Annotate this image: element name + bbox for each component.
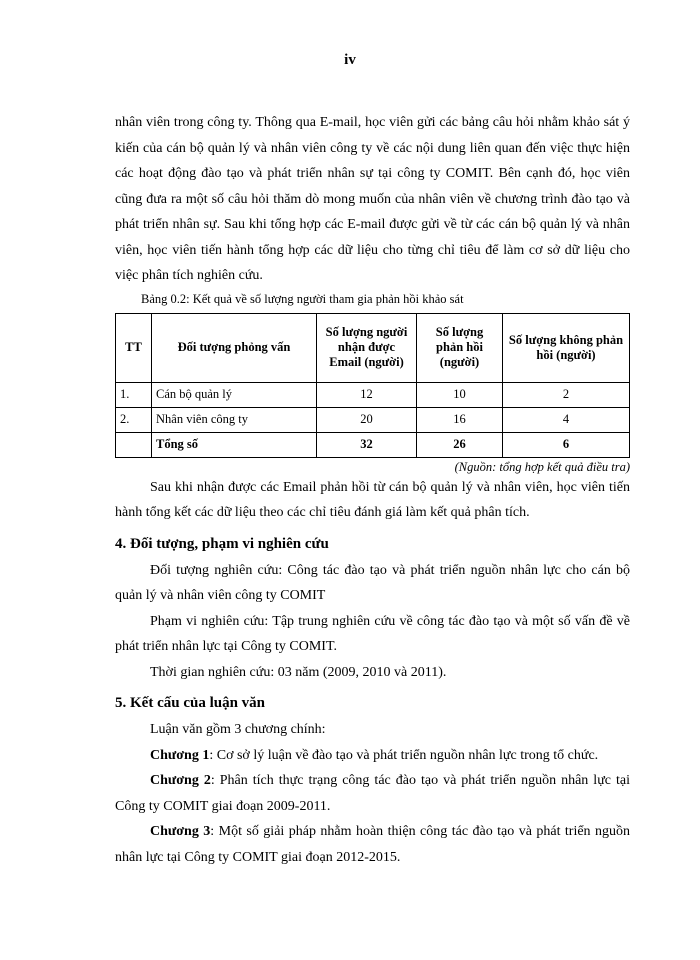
chapter-item — [115, 768, 630, 819]
cell-tt: 2. — [116, 407, 152, 432]
cell-tt — [116, 432, 152, 457]
chapter-item — [115, 819, 630, 870]
chapter-text: : Phân tích thực trạng công tác đào tạo và phát triển nguồn nhân lực tại Công ty COMIT giai đoạn 2009-2011. — [115, 773, 630, 814]
cell-received: 12 — [317, 382, 417, 407]
cell-received: 20 — [317, 407, 417, 432]
table-caption: Bảng 0.2: Kết quả về số lượng người tham gia phản hồi khảo sát — [141, 291, 464, 306]
cell-total-responded: 26 — [417, 432, 503, 457]
header-not-responded: Số lượng không phản hồi (người) — [503, 313, 630, 382]
section-4-paragraph: Phạm vi nghiên cứu: Tập trung nghiên cứu về công tác đào tạo và một số vấn đề về phát triển nhân lực tại Công ty COMIT. — [115, 613, 630, 654]
table-total-row — [116, 432, 630, 457]
header-tt: TT — [116, 313, 152, 382]
page-number: iv — [344, 52, 356, 68]
cell-total-not-responded: 6 — [503, 432, 630, 457]
section-5-title: 5. Kết cấu của luận văn — [115, 695, 266, 711]
header-received: Số lượng người nhận được Email (người) — [317, 313, 417, 382]
section-4-paragraph: Thời gian nghiên cứu: 03 năm (2009, 2010 và 2011). — [150, 664, 447, 680]
section-4-title: 4. Đối tượng, phạm vi nghiên cứu — [115, 535, 329, 552]
section-4-paragraph: Đối tượng nghiên cứu: Công tác đào tạo và phát triển nguồn nhân lực cho cán bộ quản lý và nhân viên công ty COMIT — [115, 562, 630, 603]
section-5-intro: Luận văn gồm 3 chương chính: — [150, 722, 326, 737]
cell-subject: Cán bộ quản lý — [152, 382, 317, 407]
chapter-text: : Một số giải pháp nhằm hoàn thiện công tác đào tạo và phát triển nguồn nhân lực tại Công ty COMIT giai đoạn 2012-2015. — [115, 824, 631, 865]
document-body — [115, 110, 630, 870]
table-source: (Nguồn: tổng hợp kết quả điều tra) — [454, 459, 630, 474]
cell-not-responded: 2 — [503, 382, 630, 407]
cell-not-responded: 4 — [503, 407, 630, 432]
chapter-text: : Cơ sở lý luận về đào tạo và phát triển nguồn nhân lực trong tổ chức. — [209, 747, 599, 763]
table-header-row — [116, 313, 630, 382]
cell-responded: 16 — [417, 407, 503, 432]
cell-total-received: 32 — [317, 432, 417, 457]
survey-results-table — [115, 313, 630, 458]
chapter-label: Chương 2 — [150, 773, 211, 788]
cell-total-label: Tổng số — [152, 432, 317, 457]
cell-subject: Nhân viên công ty — [152, 407, 317, 432]
header-responded: Số lượng phản hồi (người) — [417, 313, 503, 382]
table-row — [116, 407, 630, 432]
header-subject: Đối tượng phỏng vấn — [152, 313, 317, 382]
chapter-label: Chương 1 — [150, 747, 210, 763]
after-table-paragraph: Sau khi nhận được các Email phản hồi từ cán bộ quản lý và nhân viên, học viên tiến hành tổng kết các dữ liệu theo các chỉ tiêu đánh giá làm kết quả phân tích. — [115, 479, 630, 520]
chapter-item — [115, 743, 630, 769]
chapter-label: Chương 3 — [150, 824, 211, 839]
table-row — [116, 382, 630, 407]
intro-paragraph: nhân viên trong công ty. Thông qua E-mail, học viên gửi các bảng câu hỏi nhằm khảo sát ý kiến của cán bộ quản lý và nhân viên công ty về các nội dung liên quan đến việc thực hiện các hoạt động đào tạo và phát triển nhân sự tại công ty COMIT. Bên cạnh đó, học viên cũng đưa ra một số câu hỏi thăm dò mong muốn của nhân viên về chương trình đào tạo và phát triển nhân sự. Sau khi tổng hợp các E-mail được gửi về từ các cán bộ quản lý và nhân viên, học viên tiến hành tổng hợp các dữ liệu cho từng chỉ tiêu để làm cơ sở dữ liệu cho việc phân tích nghiên cứu. — [115, 115, 630, 283]
cell-tt: 1. — [116, 382, 152, 407]
cell-responded: 10 — [417, 382, 503, 407]
